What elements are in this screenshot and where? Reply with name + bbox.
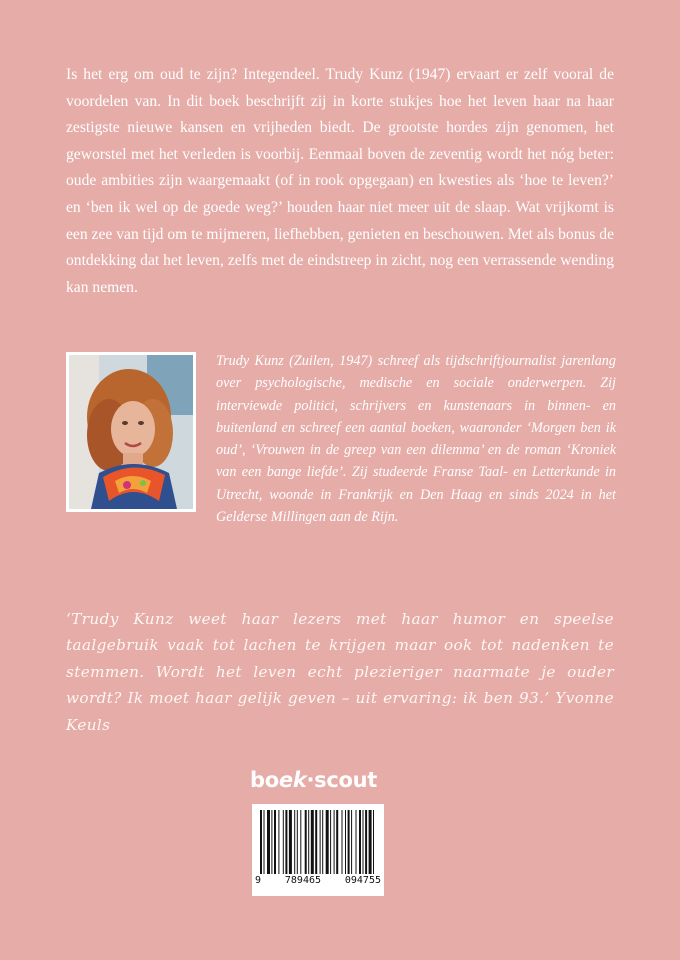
barcode-bar (345, 810, 346, 874)
barcode-bar (285, 810, 287, 874)
barcode-bar (289, 810, 292, 874)
barcode-bar (297, 810, 298, 874)
barcode-bar (278, 810, 279, 874)
barcode-bar (267, 810, 270, 874)
barcode-bar (320, 810, 321, 874)
author-photo (66, 352, 196, 512)
barcode-bar (330, 810, 331, 874)
barcode-bar (326, 810, 329, 874)
publisher-logo (250, 768, 390, 792)
barcode-digits (252, 875, 384, 886)
barcode-bar (351, 810, 352, 874)
barcode-bar (283, 810, 284, 874)
barcode-digit-first: 9 (255, 875, 262, 886)
barcode-bar (271, 810, 272, 874)
barcode-bar (356, 810, 357, 874)
barcode-bar (294, 810, 295, 874)
barcode-bar (308, 810, 309, 874)
barcode-bar (274, 810, 276, 874)
endorsement-quote: ‘Trudy Kunz weet haar lezers met haar humor en speelse taalgebruik vaak tot lachen te krijgen maar ook tot nadenken te stemmen. Wordt het leven echt plezieriger naarmate je ouder wordt? Ik moet haar gelijk geven – uit ervaring: ik ben 93.’ Yvonne Keuls (66, 610, 614, 734)
barcode-image (260, 810, 376, 874)
publisher-logo-part3: ·scout (306, 768, 378, 792)
barcode-bar (348, 810, 350, 874)
barcode-bar (365, 810, 367, 874)
isbn-barcode (252, 804, 384, 896)
barcode-bar (373, 810, 374, 874)
barcode-bar (334, 810, 335, 874)
barcode-digits-right: 094755 (344, 875, 381, 886)
barcode-bar (260, 810, 262, 874)
barcode-bar (311, 810, 314, 874)
barcode-bar (264, 810, 265, 874)
barcode-bar (300, 810, 301, 874)
barcode-bar (315, 810, 317, 874)
barcode-bar (359, 810, 361, 874)
barcode-bar (305, 810, 307, 874)
barcode-bar (363, 810, 364, 874)
barcode-bar (322, 810, 323, 874)
back-cover-blurb: Is het erg om oud te zijn? Integendeel. Trudy Kunz (1947) ervaart er zelf vooral de voordelen van. In dit boek beschrijft zij in korte stukjes hoe het leven haar na haar zestigste nieuwe kansen en vrijheden biedt. De grootste hordes zijn genomen, het geworstel met het verleden is voorbij. Eenmaal boven de zeventig wordt het nóg beter: oude ambities zijn waargemaakt (of in rook opgegaan) en kwesties als ‘hoe te leven?’ en ‘ben ik wel op de goede weg?’ houden haar niet meer uit de slaap. Wat vrijkomt is een zee van tijd om te mijmeren, liefhebben, genieten en beschouwen. Met als bonus de ontdekking dat het leven, zelfs met de eindstreep in zicht, nog een verrassende wending kan nemen. (66, 66, 614, 296)
barcode-bar (369, 810, 372, 874)
publisher-logo-part2: ek (278, 768, 307, 792)
barcode-bar (342, 810, 343, 874)
publisher-logo-part1: bo (250, 768, 279, 792)
barcode-bar (336, 810, 338, 874)
author-bio: Trudy Kunz (Zuilen, 1947) schreef als tijdschriftjournalist jarenlang over psychologische, medische en sociale onderwerpen. Zij interviewde politici, schrijvers en kunstenaars in binnen- en buitenland en schreef een aantal boeken, waaronder ‘Morgen ben ik oud’, ‘Vrouwen in de greep van een dilemma’ en de roman ‘Kroniek van een bange liefde’. Zij studeerde Franse Taal- en Letterkunde in Utrecht, woonde in Frankrijk en Den Haag en sinds 2024 in het Gelderse Millingen aan de Rijn. (216, 353, 616, 526)
barcode-digits-left: 789465 (284, 875, 322, 886)
